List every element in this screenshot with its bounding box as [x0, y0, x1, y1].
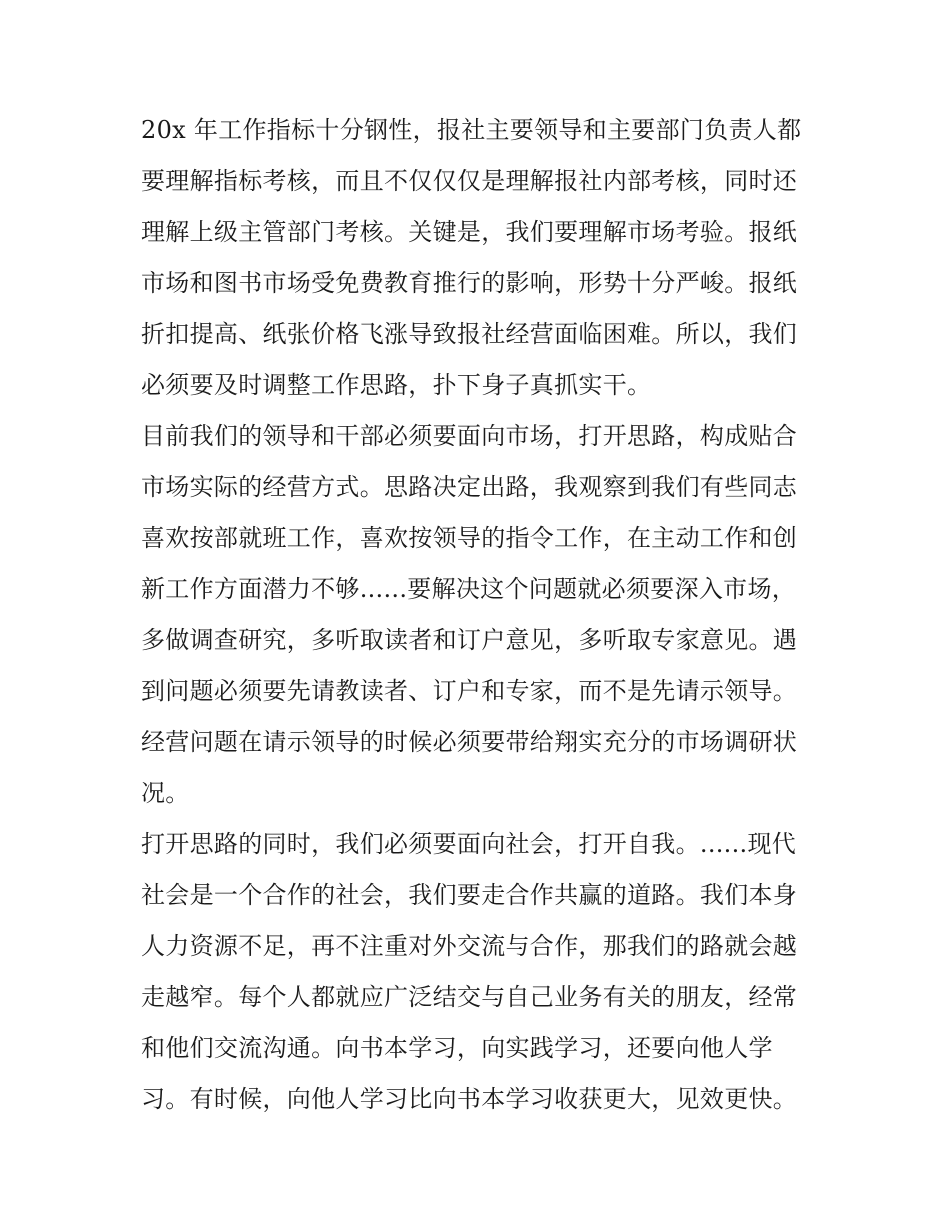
- paragraph-line: 市场和图书市场受免费教育推行的影响，形势十分严峻。报纸: [141, 269, 798, 297]
- paragraph-line: 要理解指标考核，而且不仅仅仅是理解报社内部考核，同时还: [141, 167, 798, 195]
- paragraph-line: 人力资源不足，再不注重对外交流与合作，那我们的路就会越: [141, 932, 798, 960]
- paragraph-line: 走越窄。每个人都就应广泛结交与自己业务有关的朋友，经常: [141, 983, 798, 1011]
- paragraph-line: 况。: [141, 779, 190, 807]
- paragraph-line: 习。有时候，向他人学习比向书本学习收获更大，见效更快。: [141, 1085, 798, 1113]
- paragraph-line: 20x 年工作指标十分钢性，报社主要领导和主要部门负责人都: [141, 116, 802, 144]
- paragraph-line: 多做调查研究，多听取读者和订户意见，多听取专家意见。遇: [141, 626, 798, 654]
- paragraph-line: 和他们交流沟通。向书本学习，向实践学习，还要向他人学: [141, 1034, 773, 1062]
- paragraph-line: 理解上级主管部门考核。关键是，我们要理解市场考验。报纸: [141, 218, 798, 246]
- paragraph-line: 必须要及时调整工作思路，扑下身子真抓实干。: [141, 371, 652, 399]
- paragraph-line: 市场实际的经营方式。思路决定出路，我观察到我们有些同志: [141, 473, 798, 501]
- paragraph-line: 新工作方面潜力不够......要解决这个问题就必须要深入市场，: [141, 575, 797, 603]
- paragraph-line: 目前我们的领导和干部必须要面向市场，打开思路，构成贴合: [141, 422, 798, 450]
- paragraph-line: 折扣提高、纸张价格飞涨导致报社经营面临困难。所以，我们: [141, 320, 798, 348]
- paragraph-line: 打开思路的同时，我们必须要面向社会，打开自我。......现代: [141, 830, 797, 858]
- paragraph-line: 社会是一个合作的社会，我们要走合作共赢的道路。我们本身: [141, 881, 798, 909]
- paragraph-line: 到问题必须要先请教读者、订户和专家，而不是先请示领导。: [141, 677, 798, 705]
- paragraph-line: 经营问题在请示领导的时候必须要带给翔实充分的市场调研状: [141, 728, 798, 756]
- paragraph-line: 喜欢按部就班工作，喜欢按领导的指令工作，在主动工作和创: [141, 524, 798, 552]
